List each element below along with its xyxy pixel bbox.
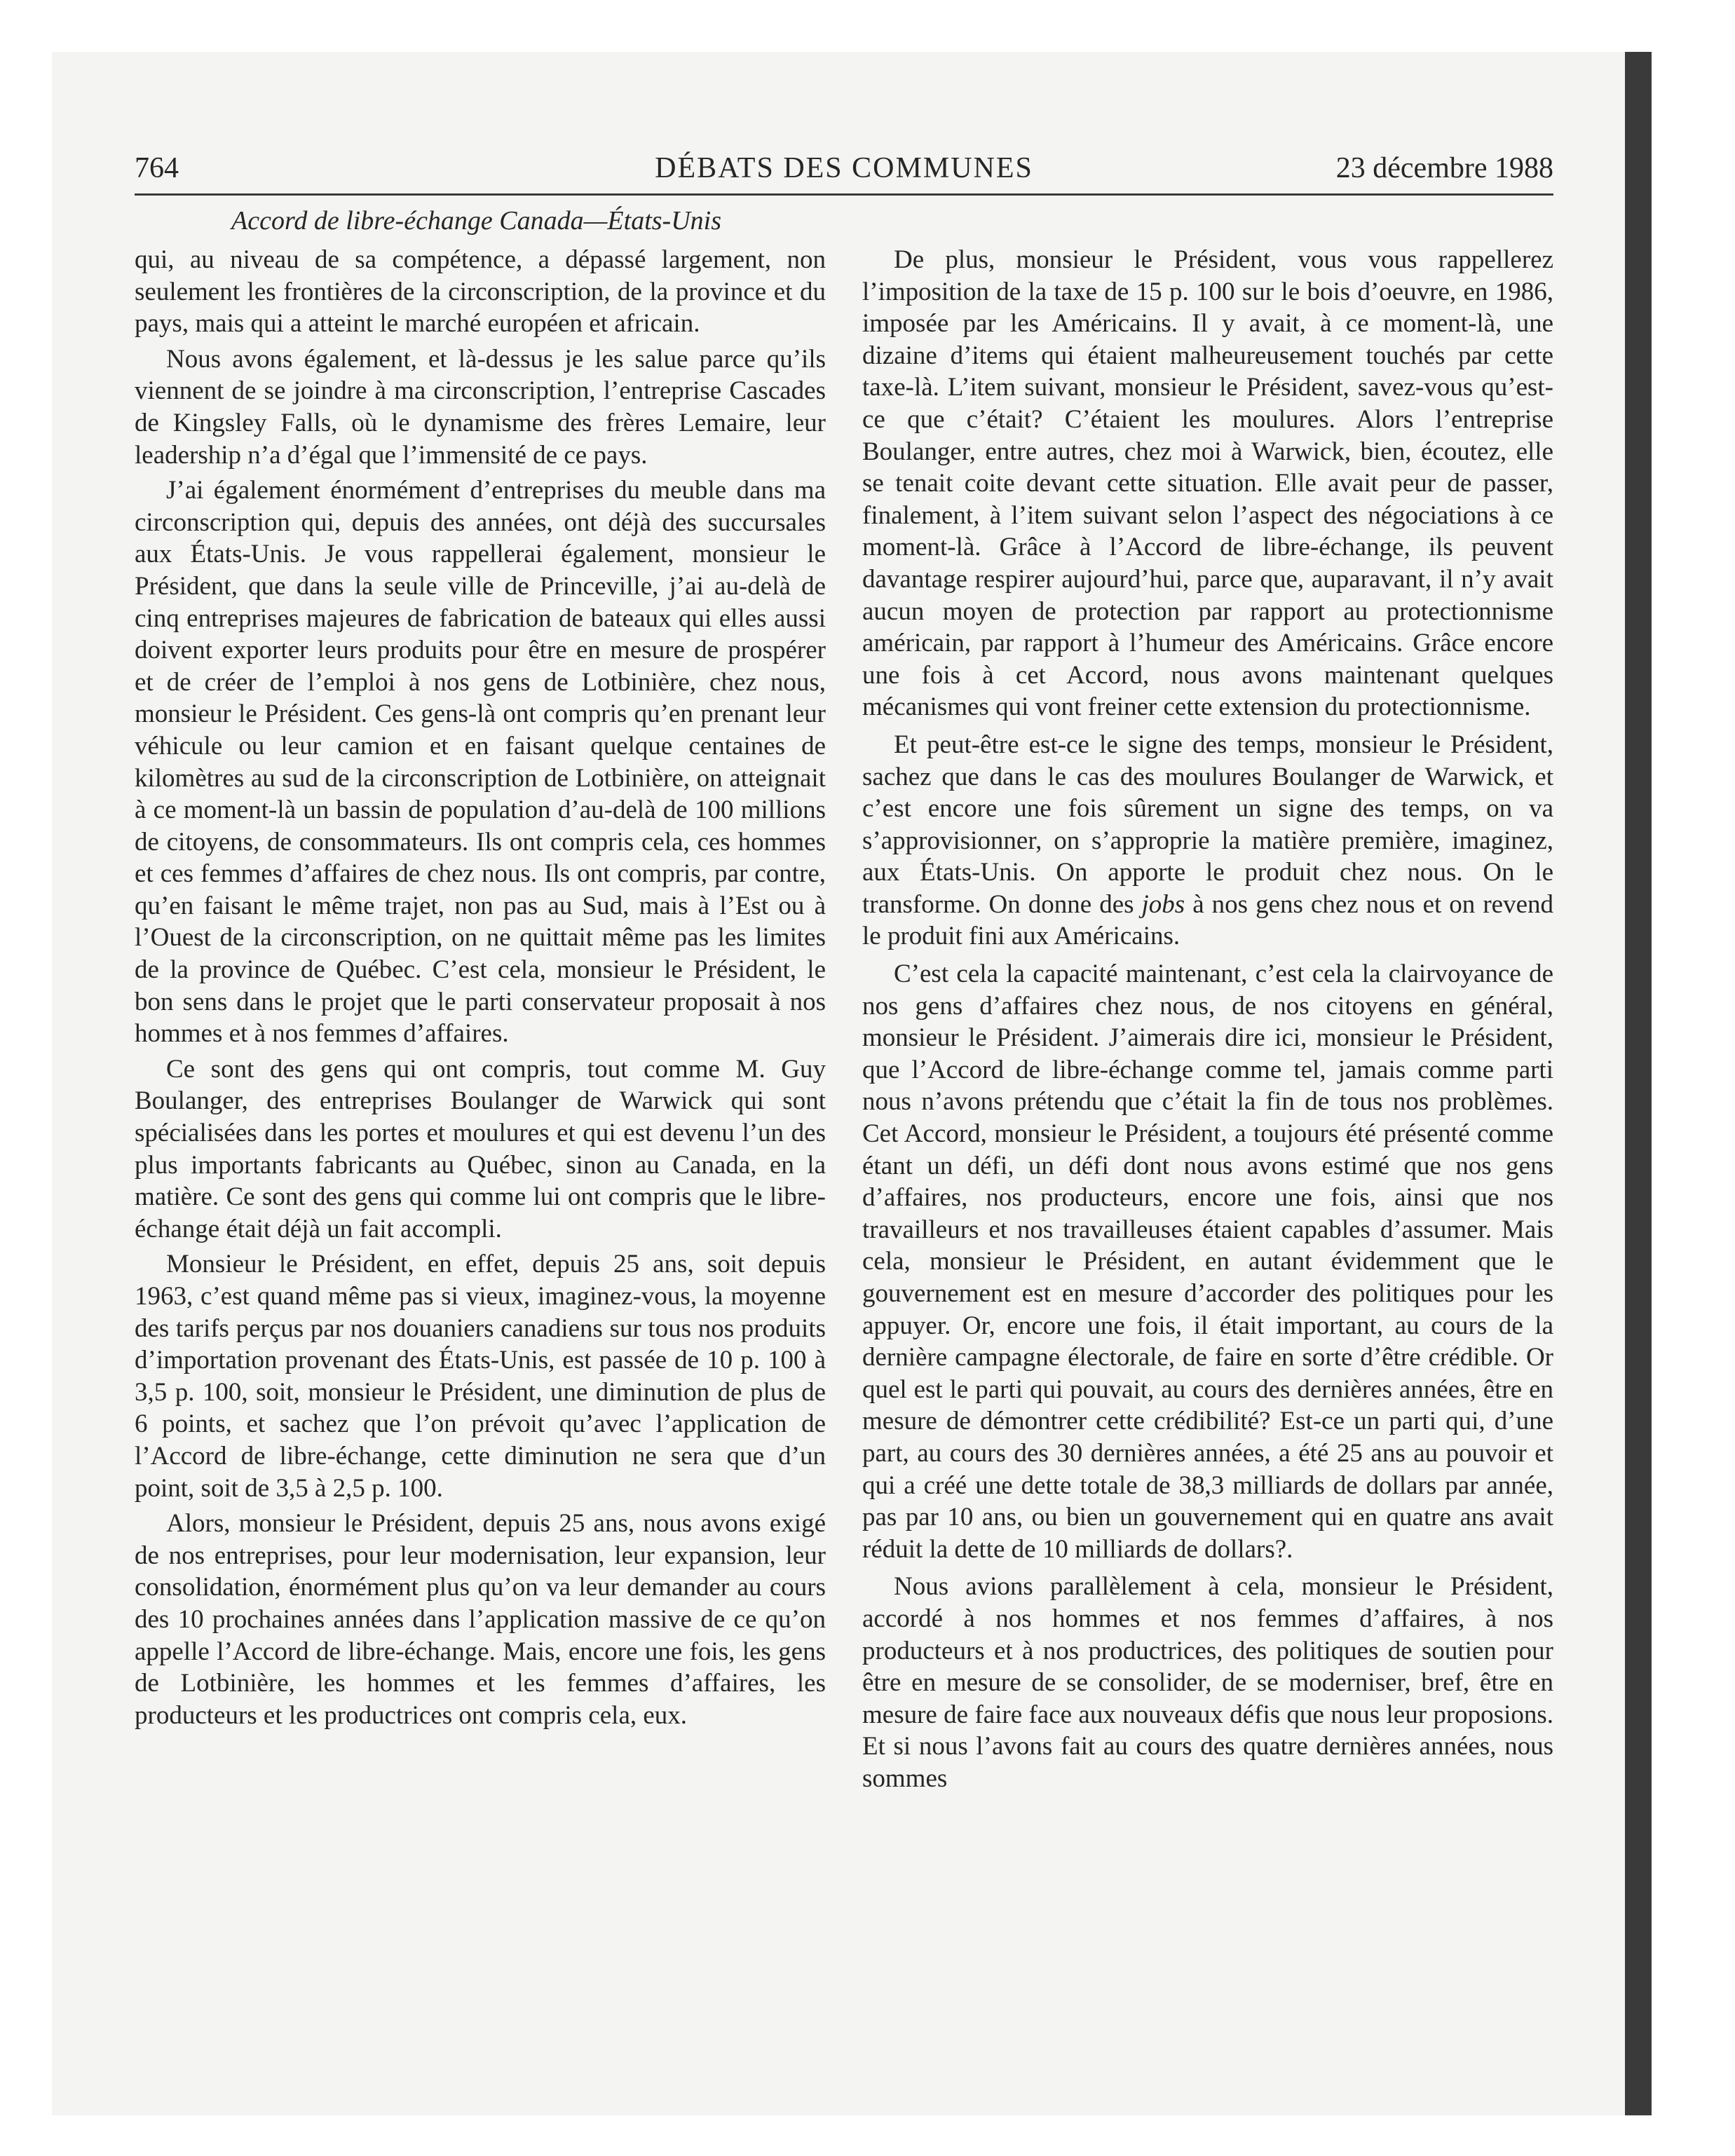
paragraph: De plus, monsieur le Président, vous vous rappellerez l’imposition de la taxe de 15 p. 100 sur le bois d’oeuvre, en 1986, imposée par les Américains. Il y avait, à ce moment-là, une dizaine d’items qui étaient malheureusement touchés par cette taxe-là. L’item suivant, monsieur le Président, savez-vous qu’est-ce que c’était? C’étaient les moulures. Alors l’entreprise Boulanger, entre autres, chez moi à Warwick, bien, écoutez, elle se tenait coite devant cette situation. Elle avait peur de passer, finalement, à l’item suivant selon l’aspect des négociations à ce moment-là. Grâce à l’Accord de libre-échange, ils peuvent davantage respirer aujourd’hui, parce que, auparavant, il n’y avait aucun moyen de protection par rapport au protectionnisme américain, par rapport à l’humeur des Américains. Grâce encore une fois à cet Accord, nous avons maintenant quelques mécanismes qui vont freiner cette extension du protectionnisme. (862, 245, 1553, 722)
paragraph: Alors, monsieur le Président, depuis 25 ans, nous avons exigé de nos entreprises, pour leur modernisation, leur expansion, leur consolidation, énormément plus qu’on va leur demander au cours des 10 prochaines années dans l’application massive de ce qu’on appelle l’Accord de libre-échange. Mais, encore une fois, les gens de Lotbinière, les hommes et les femmes d’affaires, les producteurs et les productrices ont compris cela, eux. (135, 1509, 826, 1730)
page-date: 23 décembre 1988 (1335, 152, 1553, 184)
paragraph: qui, au niveau de sa compétence, a dépassé largement, non seulement les frontières de la circonscription, de la province et du pays, mais qui a atteint le marché européen et africain. (135, 245, 826, 339)
paragraph-text: Et peut-être est-ce le signe des temps, monsieur le Président, sachez que dans le cas des moulures Boulanger de Warwick, et c’est encore une fois sûrement un signe des temps, on va s’approvisionner, on s’approprie la matière première, imaginez, aux États-Unis. On apporte le produit chez nous. On le transforme. On donne des (862, 730, 1553, 919)
publication-title: DÉBATS DES COMMUNES (655, 152, 1033, 184)
left-column (135, 244, 826, 2038)
right-column (862, 244, 1553, 2038)
paragraph: Monsieur le Président, en effet, depuis 25 ans, soit depuis 1963, c’est quand même pas si vieux, imaginez-vous, la moyenne des tarifs perçus par nos douaniers canadiens sur tous nos produits d’importation provenant des États-Unis, est passée de 10 p. 100 à 3,5 p. 100, soit, monsieur le Président, une diminution de plus de 6 points, et sachez que l’on prévoit qu’avec l’application de l’Accord de libre-échange, cette diminution ne sera que d’un point, soit de 3,5 à 2,5 p. 100. (135, 1250, 826, 1503)
page-header (135, 147, 1553, 196)
paragraph: J’ai également énormément d’entreprises du meuble dans ma circonscription qui, depuis des années, ont déjà des succursales aux États-Unis. Je vous rappellerai également, monsieur le Président, que dans la seule ville de Princeville, j’ai au-delà de cinq entreprises majeures de fabrication de bateaux qui elles aussi doivent exporter leurs produits pour être en mesure de prospérer et de créer de l’emploi à nos gens de Lotbinière, chez nous, monsieur le Président. Ces gens-là ont compris qu’en prenant leur véhicule ou leur camion et en faisant quelque centaines de kilomètres au sud de la circonscription de Lotbinière, on atteignait à ce moment-là un bassin de population d’au-delà de 100 millions de citoyens, de consommateurs. Ils ont compris cela, ces hommes et ces femmes d’affaires de chez nous. Ils ont compris, par contre, qu’en faisant le même trajet, non pas au Sud, mais à l’Est ou à l’Ouest de la circonscription, on ne quittait même pas les limites de la province de Québec. C’est cela, monsieur le Président, le bon sens dans le projet que le parti conservateur proposait à nos hommes et à nos femmes d’affaires. (135, 476, 826, 1049)
running-head: Accord de libre-échange Canada—États-Unis (231, 206, 721, 236)
paragraph-text: à nos gens chez nous et on revend le produit fini aux Américains. (862, 889, 1553, 951)
page-binding-edge (1625, 52, 1652, 2115)
paragraph: Nous avons également, et là-dessus je les salue parce qu’ils viennent de se joindre à ma circonscription, l’entreprise Cascades de Kingsley Falls, où le dynamisme des frères Lemaire, leur leadership n’a d’égal que l’immensité de ce pays. (135, 344, 826, 470)
paragraph (862, 729, 1553, 953)
paragraph: Ce sont des gens qui ont compris, tout comme M. Guy Boulanger, des entreprises Boulanger de Warwick qui sont spécialisées dans les portes et moulures et qui est devenu l’un des plus importants fabricants au Québec, sinon au Canada, en la matière. Ce sont des gens qui comme lui ont compris que le libre-échange était déjà un fait accompli. (135, 1054, 826, 1243)
page-number: 764 (135, 152, 179, 184)
italic-word: jobs (1141, 889, 1185, 919)
paragraph: Nous avions parallèlement à cela, monsieur le Président, accordé à nos hommes et nos femmes d’affaires, à nos producteurs et à nos productrices, des politiques de soutien pour être en mesure de se consolider, de se moderniser, bref, être en mesure de faire face aux nouveaux défis que nous leur proposions. Et si nous l’avons fait au cours des quatre dernières années, nous sommes (862, 1572, 1553, 1793)
paragraph: C’est cela la capacité maintenant, c’est cela la clairvoyance de nos gens d’affaires chez nous, de nos citoyens en général, monsieur le Président. J’aimerais dire ici, monsieur le Président, que l’Accord de libre-échange comme tel, jamais comme parti nous n’avons prétendu que c’était la fin de tous nos problèmes. Cet Accord, monsieur le Président, a toujours été présenté comme étant un défi, un défi dont nous avons estimé que nos gens d’affaires, nos producteurs, encore une fois, ainsi que nos travailleurs et nos travailleuses étaient capables d’assumer. Mais cela, monsieur le Président, en autant évidemment que le gouvernement est en mesure d’accorder des politiques pour les appuyer. Or, encore une fois, il était important, au cours de la dernière campagne électorale, de faire en sorte d’être crédible. Or quel est le parti qui pouvait, au cours des dernières années, être en mesure de démontrer cette crédibilité? Est-ce un parti qui, d’une part, au cours des 30 dernières années, a été 25 ans au pouvoir et qui a créé une dette totale de 38,3 milliards de dollars par année, pas par 10 ans, ou bien un gouvernement qui en quatre ans avait réduit la dette de 10 milliards de dollars?. (862, 960, 1553, 1564)
